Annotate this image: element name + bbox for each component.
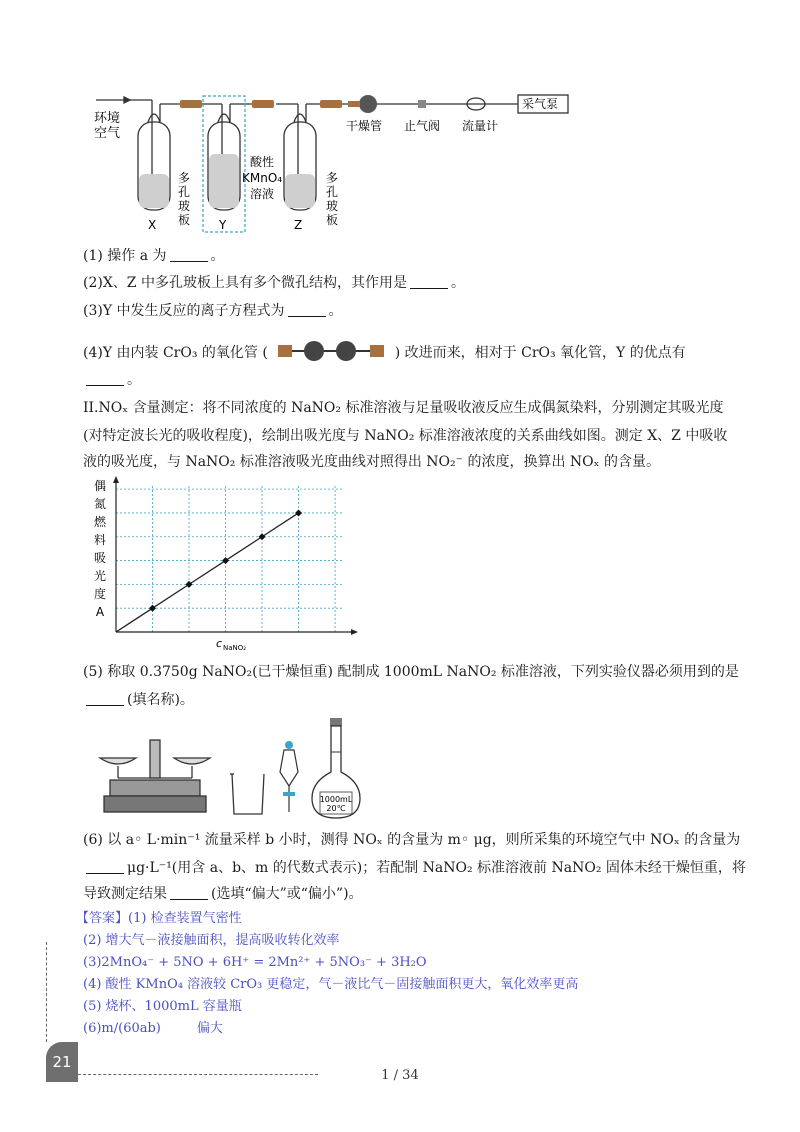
answer-6 xyxy=(83,1020,223,1038)
data-point xyxy=(295,509,302,516)
porous-plate-x-1: 多 xyxy=(178,171,191,185)
answer-blank-5 xyxy=(86,691,124,706)
answer-tag: 【答案】 xyxy=(76,911,129,926)
answer-2: (2) 增大气－液接触面积，提高吸收转化效率 xyxy=(83,933,340,948)
answer-blank-4 xyxy=(86,371,124,386)
q3-end: 。 xyxy=(328,303,343,319)
porous-plate-x-2: 孔 xyxy=(178,185,191,199)
apparatus-diagram xyxy=(88,92,578,237)
answer-blank-3 xyxy=(288,302,326,317)
porous-plate-x-3: 玻 xyxy=(178,199,191,213)
series-line xyxy=(116,513,299,632)
question-6: (6) 以 a◦ L·min⁻¹ 流量采样 b 小时，测得 NOₓ 的含量为 m◦ μg，则所采集的环境空气中 NOₓ 的含量为 xyxy=(83,832,741,848)
porous-plate-z-4: 板 xyxy=(326,213,339,227)
answer-blank-2 xyxy=(410,274,448,289)
acidic-label-3: 溶液 xyxy=(250,187,275,201)
porous-plate-z-1: 多 xyxy=(326,171,339,185)
answer-1-text: (1) 检查装置气密性 xyxy=(128,911,242,926)
env-air-label-2: 空气 xyxy=(94,126,121,141)
answer-blank-1 xyxy=(170,247,208,262)
data-point xyxy=(149,605,156,612)
q4-text-b: ) 改进而来，相对于 CrO₃ 氧化管，Y 的优点有 xyxy=(394,345,686,361)
question-2 xyxy=(83,273,465,293)
absorbance-chart xyxy=(86,476,366,652)
q2-text: (2)X、Z 中多孔玻板上具有多个微孔结构，其作用是 xyxy=(83,275,407,291)
answer-4: (4) 酸性 KMnO₄ 溶液较 CrO₃ 更稳定，气－液比气－固接触面积更大，氧化效率更高 xyxy=(83,977,579,992)
question-5: (5) 称取 0.3750g NaNO₂(已干燥恒重) 配制成 1000mL NaNO₂ 标准溶液，下列实验仪器必须用到的是 xyxy=(83,664,739,680)
answer-6-text: (6)m/(60ab) xyxy=(83,1021,161,1036)
part-ii-line-2: (对特定波长光的吸收程度)，绘制出吸光度与 NaNO₂ 标准溶液浓度的关系曲线如图。测定 X、Z 中吸收 xyxy=(83,428,728,444)
y-axis-label-char: 偶 xyxy=(93,479,107,493)
y-label: Y xyxy=(219,218,227,232)
q2-end: 。 xyxy=(450,275,465,291)
y-axis-label-char: 度 xyxy=(93,587,107,601)
y-axis-label-char: 光 xyxy=(93,569,107,583)
page-number: 1 / 34 xyxy=(381,1068,419,1083)
q6-text-b: μg·L⁻¹(用含 a、b、m 的代数式表示)；若配制 NaNO₂ 标准溶液前 NaNO₂ 固体未经干燥恒重，将 xyxy=(127,860,746,876)
data-point xyxy=(186,581,193,588)
y-axis-label-char: 氮 xyxy=(93,497,107,511)
x-axis-label: c xyxy=(216,637,223,650)
question-1 xyxy=(83,246,225,266)
separatory-funnel-icon xyxy=(276,740,302,814)
x-axis-label-subscript: NaNO₂ xyxy=(223,644,247,652)
acidic-label-1: 酸性 xyxy=(250,155,275,169)
q4-end: 。 xyxy=(127,372,141,388)
part-ii-line-3: 液的吸光度，与 NaNO₂ 标准溶液吸光度曲线对照得出 NO₂⁻ 的浓度，换算出 NOₓ 的含量。 xyxy=(83,454,661,470)
data-point xyxy=(222,557,229,564)
q3-text: (3)Y 中发生反应的离子方程式为 xyxy=(83,303,285,319)
part-ii-line-1: II.NOₓ 含量测定：将不同浓度的 NaNO₂ 标准溶液与足量吸收液反应生成偶氮染料，分别测定其吸光度 xyxy=(83,400,724,416)
q5-end: (填名称)。 xyxy=(127,692,194,708)
porous-plate-z-2: 孔 xyxy=(326,185,339,199)
flask-temp-label: 20℃ xyxy=(326,804,346,813)
answer-5: (5) 烧杯、1000mL 容量瓶 xyxy=(83,999,242,1014)
porous-plate-z-3: 玻 xyxy=(326,199,339,213)
env-air-label-1: 环境 xyxy=(94,111,121,126)
answer-blank-6a xyxy=(86,859,124,874)
y-axis-arrow xyxy=(113,476,119,483)
dryer-label: 干燥管 xyxy=(346,119,383,133)
question-4 xyxy=(83,340,686,363)
z-label: Z xyxy=(294,218,303,232)
porous-plate-x-4: 板 xyxy=(178,213,191,227)
y-axis-label-char: 吸 xyxy=(93,551,107,565)
page-margin-dashes-vertical xyxy=(46,942,47,1042)
q1-text: (1) 操作 a 为 xyxy=(83,248,167,264)
q6-text-c: 导致测定结果 xyxy=(83,886,167,902)
volumetric-flask-icon xyxy=(308,716,364,820)
q4-text-a: (4)Y 由内装 CrO₃ 的氧化管 ( xyxy=(83,345,268,361)
question-4-line2 xyxy=(83,370,141,390)
balance-icon xyxy=(96,736,214,820)
beaker-icon xyxy=(228,770,268,818)
question-6-line3 xyxy=(83,884,363,904)
data-point xyxy=(259,533,266,540)
answer-3: (3)2MnO₄⁻ + 5NO + 6H⁺ = 2Mn²⁺ + 5NO₃⁻ + 3H₂O xyxy=(83,955,427,970)
acidic-label-2: KMnO₄ xyxy=(242,171,283,185)
y-axis-label-char: A xyxy=(95,605,105,619)
q6-text-d: (选填“偏大”或“偏小”)。 xyxy=(211,886,363,902)
flowmeter-label: 流量计 xyxy=(462,119,499,133)
answer-6b-text: 偏大 xyxy=(196,1021,223,1036)
page-badge: 21 xyxy=(46,1042,78,1082)
q1-end: 。 xyxy=(210,248,225,264)
flask-volume-label: 1000mL xyxy=(319,795,353,804)
x-label: X xyxy=(148,218,157,232)
x-axis-arrow xyxy=(351,629,358,635)
question-3 xyxy=(83,301,343,321)
question-5-line2 xyxy=(83,690,194,710)
pump-label: 采气泵 xyxy=(522,97,559,111)
cro3-tube-icon xyxy=(276,340,386,362)
answer-1 xyxy=(76,910,242,928)
valve-label: 止气阀 xyxy=(404,119,441,133)
question-6-line2 xyxy=(83,858,746,878)
answer-blank-6b xyxy=(170,885,208,900)
y-axis-label-char: 燃 xyxy=(93,515,107,529)
y-axis-label-char: 料 xyxy=(93,533,107,547)
